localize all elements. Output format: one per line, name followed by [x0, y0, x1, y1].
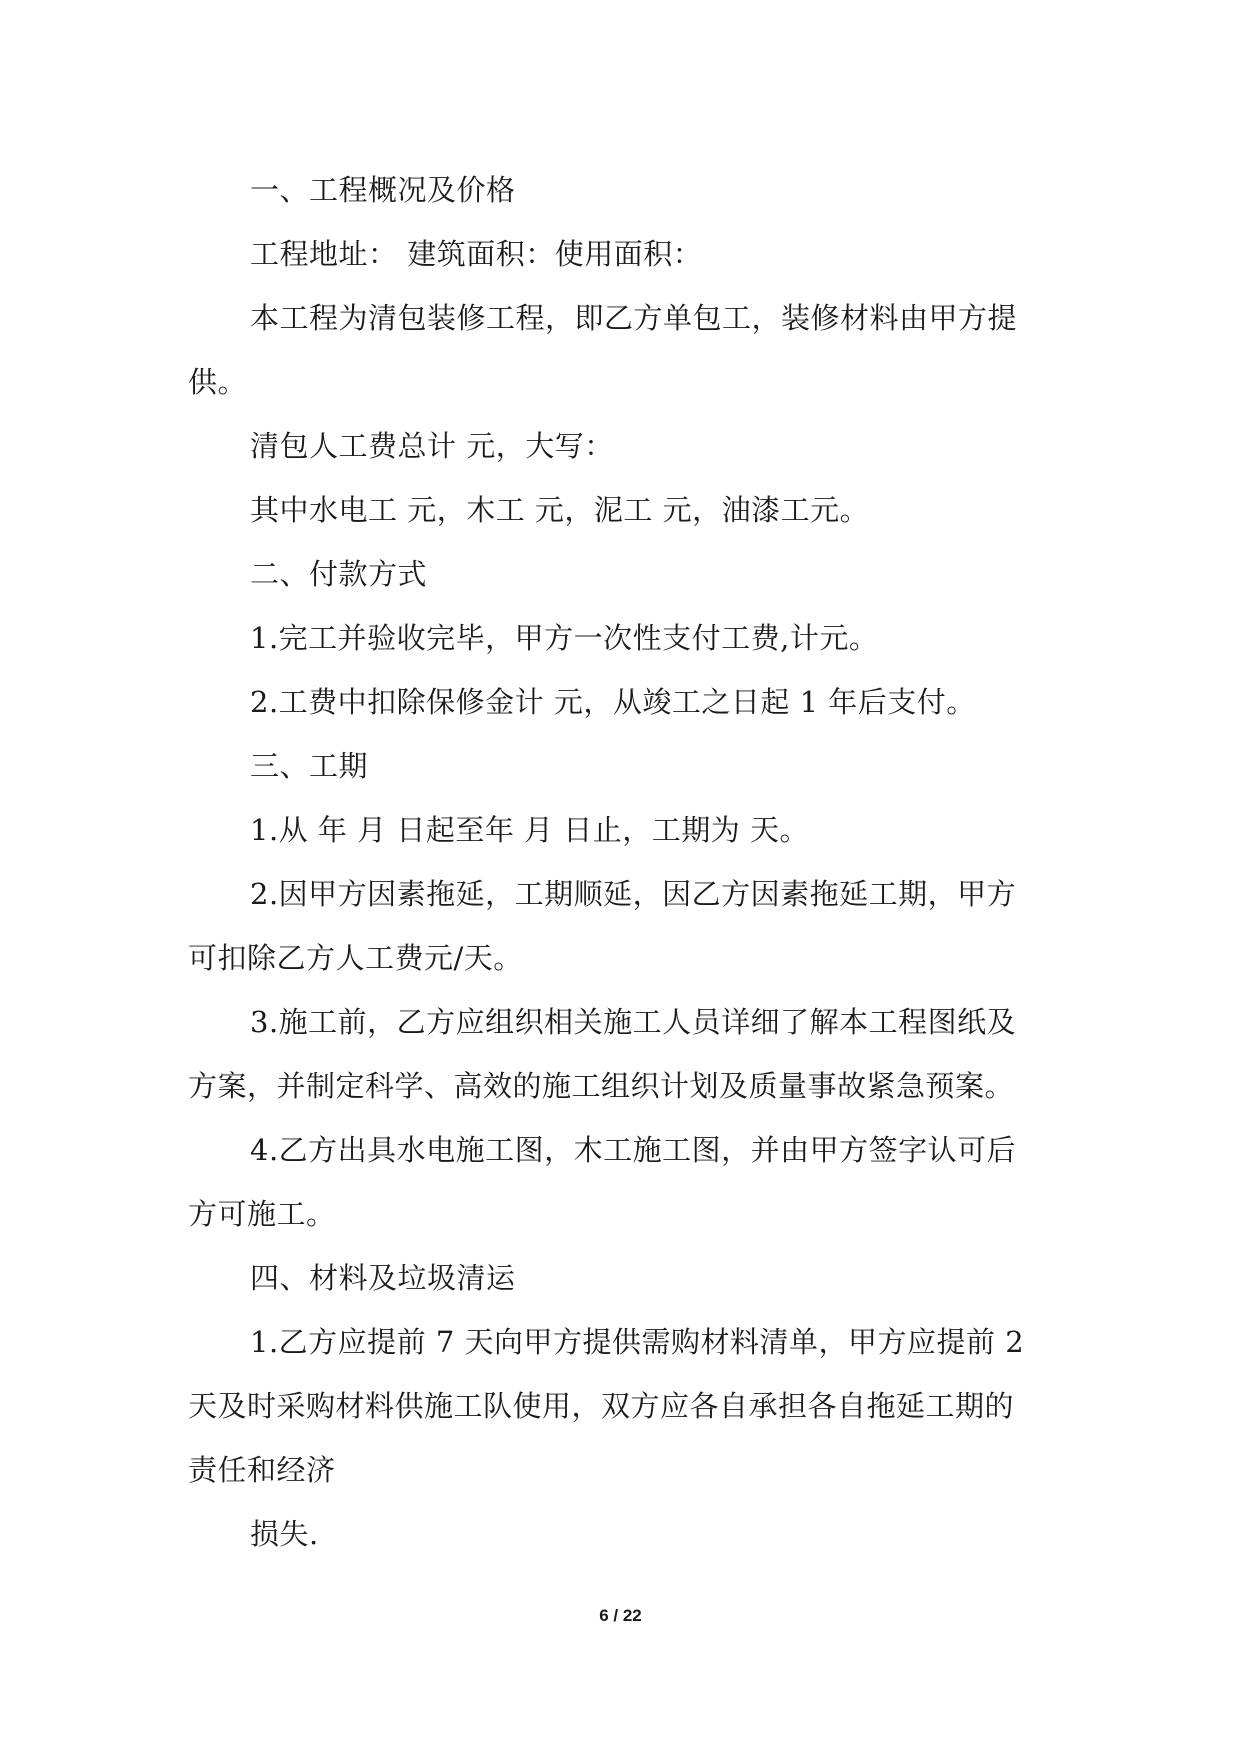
section-heading-1: 一、工程概况及价格	[250, 173, 516, 207]
paragraph-line: 1.从 年 月 日起至年 月 日止，工期为 天。	[250, 813, 809, 847]
document-body	[188, 158, 1068, 1566]
paragraph-line: 可扣除乙方人工费元/天。	[188, 941, 523, 975]
paragraph-line: 2.因甲方因素拖延，工期顺延，因乙方因素拖延工期，甲方	[250, 877, 1017, 911]
paragraph-line: 清包人工费总计 元，大写：	[250, 429, 614, 463]
paragraph-line: 4.乙方出具水电施工图，木工施工图，并由甲方签字认可后	[250, 1133, 1017, 1167]
section-heading-3: 三、工期	[250, 749, 369, 783]
paragraph-line: 方可施工。	[188, 1197, 336, 1231]
paragraph-line: 1.乙方应提前 7 天向甲方提供需购材料清单，甲方应提前 2	[250, 1325, 1025, 1359]
paragraph-line: 责任和经济	[188, 1453, 336, 1487]
section-heading-2: 二、付款方式	[250, 557, 428, 591]
paragraph-line: 1.完工并验收完毕，甲方一次性支付工费,计元。	[250, 621, 879, 655]
section-heading-4: 四、材料及垃圾清运	[250, 1261, 516, 1295]
page-number: 6 / 22	[599, 1606, 642, 1625]
paragraph-line: 供。	[188, 365, 248, 399]
paragraph-line: 工程地址： 建筑面积：使用面积：	[250, 237, 703, 271]
paragraph-line: 方案，并制定科学、高效的施工组织计划及质量事故紧急预案。	[188, 1069, 1015, 1103]
paragraph-line: 3.施工前，乙方应组织相关施工人员详细了解本工程图纸及	[250, 1005, 1017, 1039]
paragraph-line: 2.工费中扣除保修金计 元，从竣工之日起 1 年后支付。	[250, 685, 976, 719]
paragraph-line: 天及时采购材料供施工队使用，双方应各自承担各自拖延工期的	[188, 1389, 1015, 1423]
paragraph-line: 其中水电工 元，木工 元，泥工 元，油漆工元。	[250, 493, 870, 527]
paragraph-line: 损失.	[250, 1517, 319, 1551]
paragraph-line: 本工程为清包装修工程，即乙方单包工，装修材料由甲方提	[250, 301, 1018, 335]
